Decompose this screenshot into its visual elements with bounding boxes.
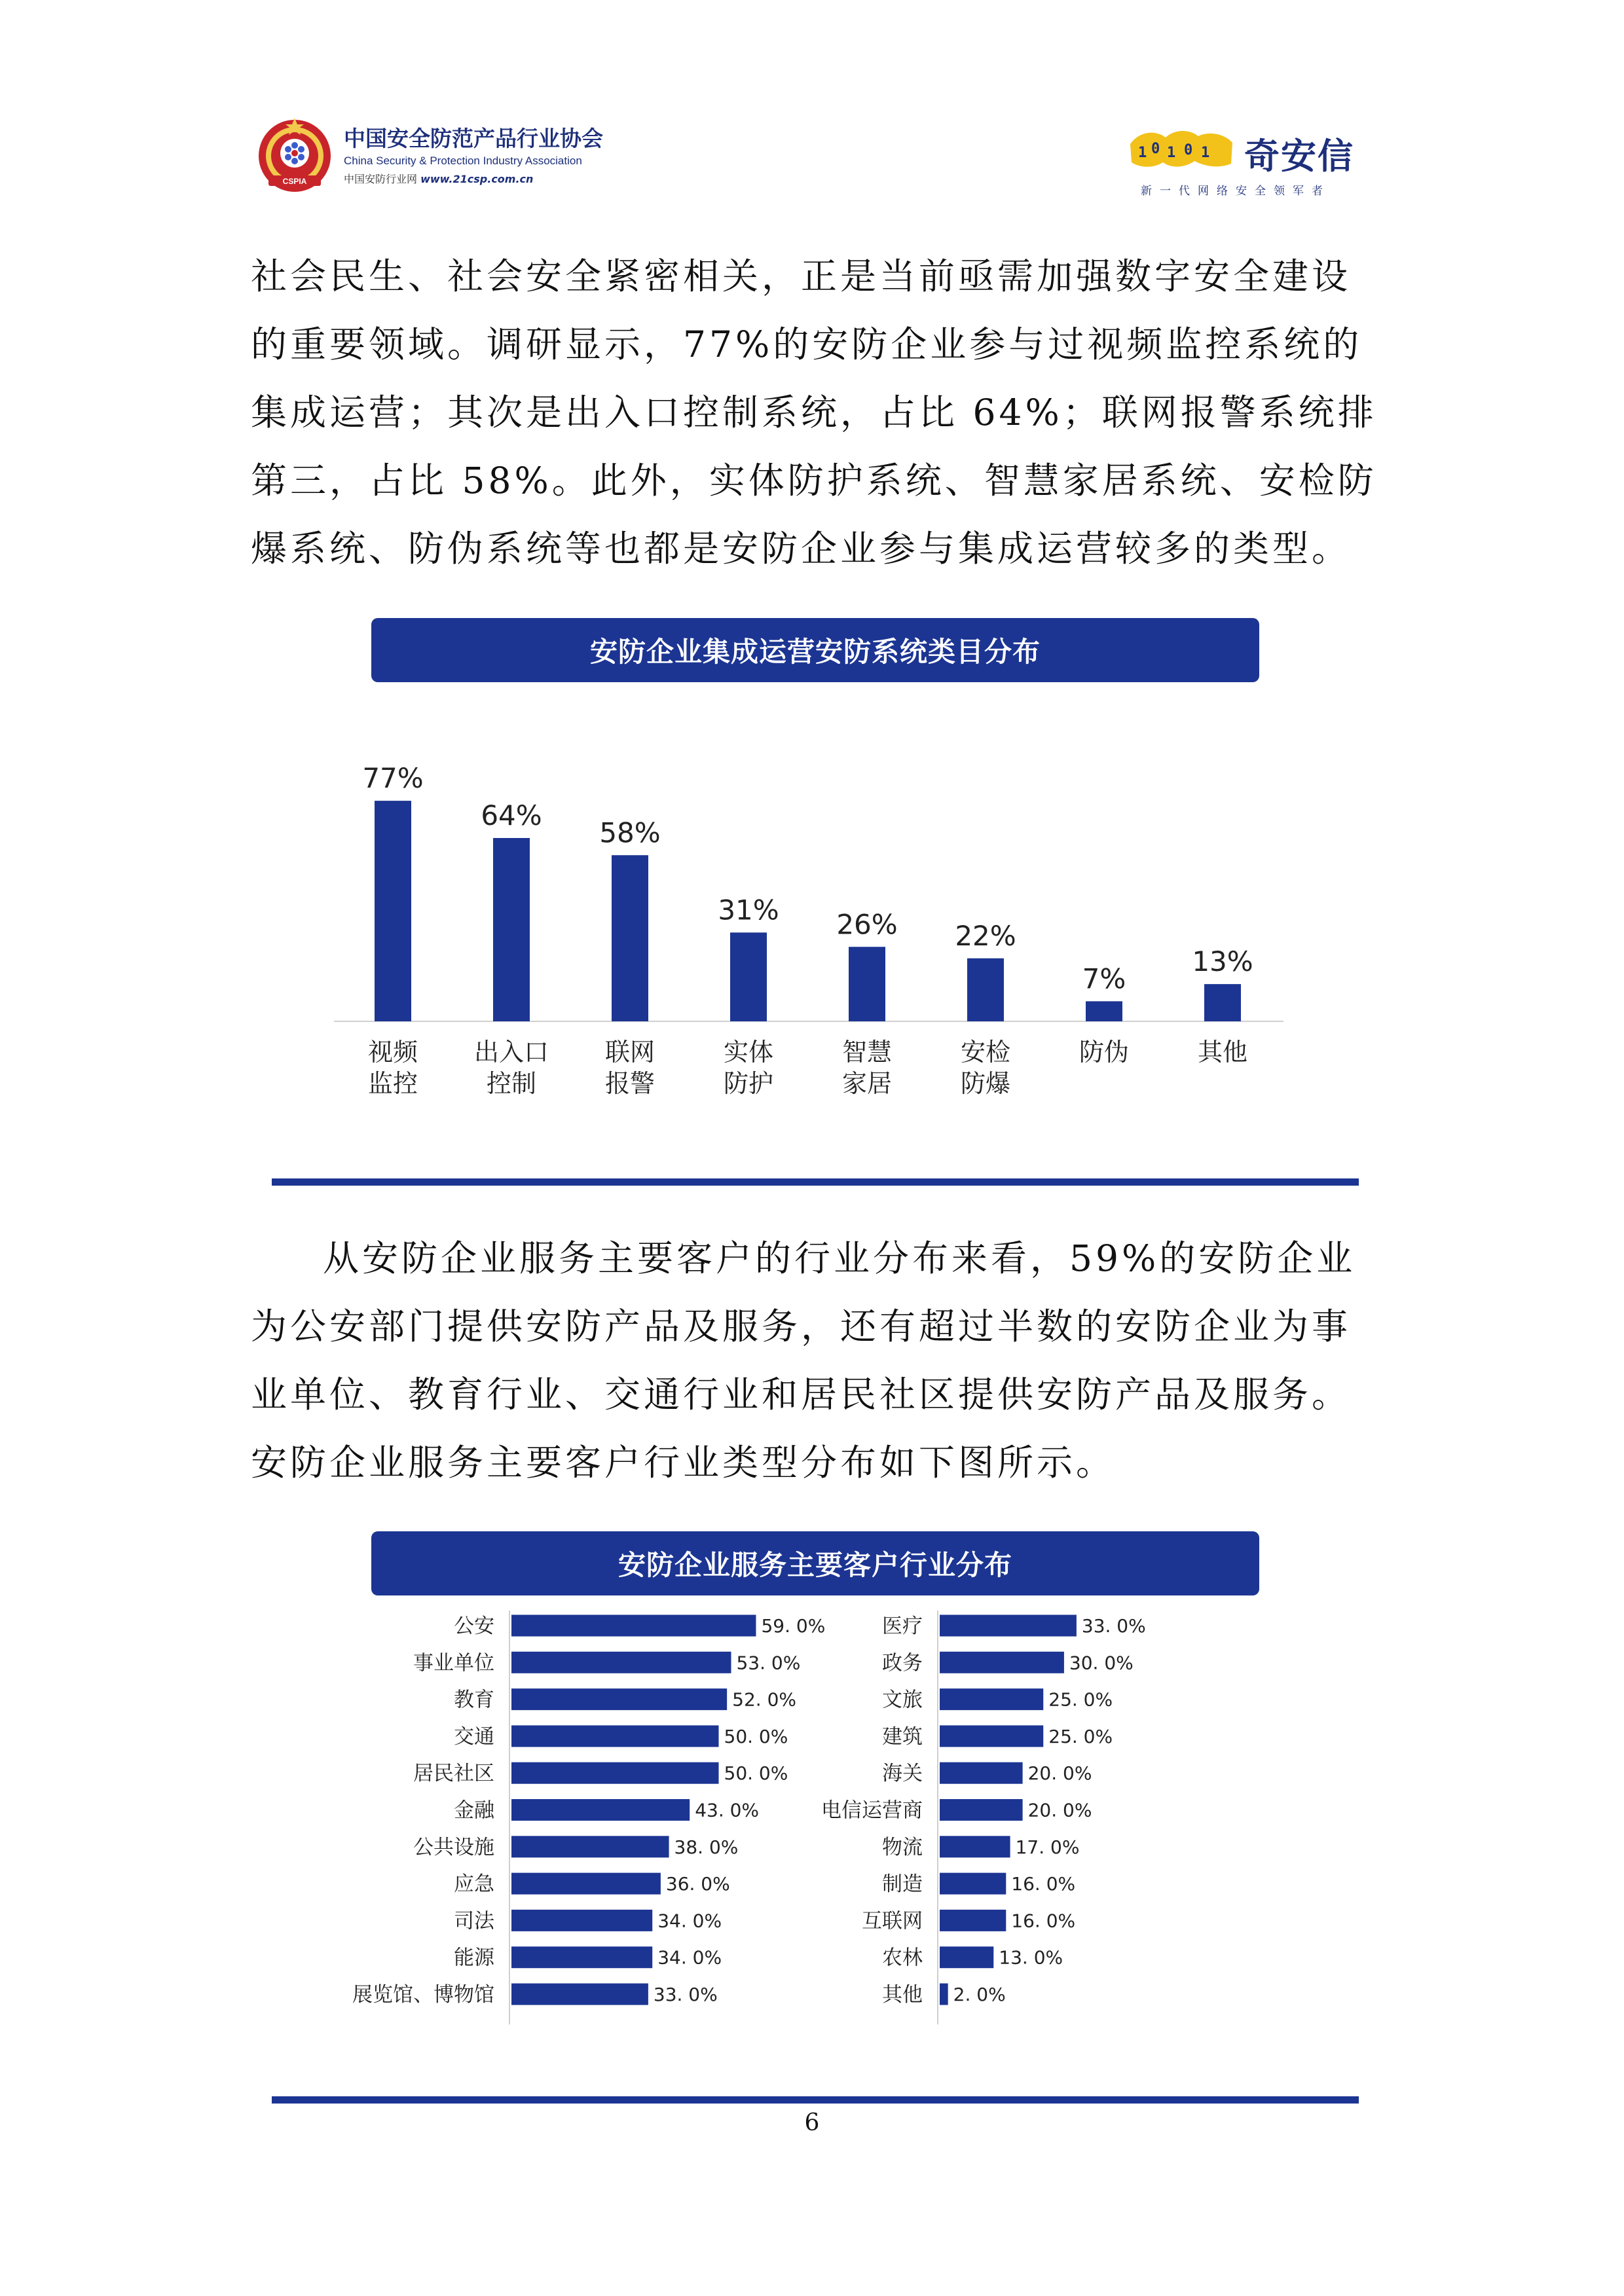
chart2-category-label: 海关 (882, 1762, 923, 1786)
chart1-value-label: 22% (955, 919, 1016, 952)
chart2-bar (940, 1946, 993, 1968)
chart1-category-label: 家居 (841, 1069, 893, 1098)
chart2-bar (940, 1615, 1077, 1637)
chart2-category-label: 制造 (882, 1872, 923, 1897)
divider-rule (272, 2096, 1359, 2104)
brand-slogan: 新一代网络安全领军者 (1141, 185, 1331, 198)
chart2-category-label: 文旅 (882, 1688, 923, 1712)
chart2-category-label: 建筑 (882, 1724, 923, 1749)
chart1-category-label: 防伪 (1079, 1038, 1130, 1066)
chart2-category-label: 事业单位 (413, 1651, 494, 1675)
chart2-category-label: 医疗 (882, 1614, 923, 1638)
chart2-value-label: 17. 0% (1015, 1836, 1080, 1858)
chart1-category-label: 控制 (486, 1069, 537, 1098)
chart1-value-label: 58% (599, 816, 661, 849)
paragraph-line: 的重要领域。调研显示，77%的安防企业参与过视频监控系统的 (251, 323, 1363, 365)
chart2-bar (940, 1652, 1064, 1673)
association-header (255, 117, 714, 208)
chart1-bar (1204, 984, 1241, 1021)
association-emblem-icon (255, 117, 334, 195)
chart1-value-label: 31% (718, 894, 779, 926)
chart2-category-label: 物流 (882, 1835, 923, 1859)
paragraph-line: 集成运营；其次是出入口控制系统，占比 64%；联网报警系统排 (251, 392, 1377, 433)
page-number: 6 (804, 2109, 820, 2136)
chart2-category-label: 公安 (454, 1614, 494, 1638)
chart2-value-label: 16. 0% (1011, 1910, 1076, 1932)
association-name-en: China Security & Protection Industry Association (344, 155, 582, 167)
brand-name: 奇安信 (1244, 136, 1354, 177)
chart1-category-label: 监控 (367, 1069, 418, 1098)
paragraph-line: 安防企业服务主要客户行业类型分布如下图所示。 (251, 1442, 1116, 1484)
chart1-category-label: 防爆 (960, 1069, 1011, 1098)
chart2-bar (940, 1762, 1023, 1784)
chart2-category-label: 应急 (454, 1872, 494, 1897)
svg-text:1: 1 (1138, 145, 1147, 161)
chart1-category-label: 出入口 (473, 1038, 549, 1066)
chart2-value-label: 30. 0% (1069, 1652, 1134, 1674)
chart2-value-label: 34. 0% (657, 1910, 722, 1932)
chart1-value-label: 7% (1082, 962, 1126, 995)
chart2-value-label: 50. 0% (724, 1762, 788, 1785)
chart1-category-label: 智慧 (841, 1038, 893, 1066)
chart2-category-label: 电信运营商 (821, 1798, 923, 1823)
chart2-value-label: 20. 0% (1027, 1762, 1092, 1785)
chart2-bar (511, 1688, 727, 1710)
chart2-value-label: 16. 0% (1011, 1873, 1076, 1895)
chart2-value-label: 59. 0% (761, 1615, 826, 1637)
chart2-category-label: 金融 (454, 1798, 494, 1823)
chart2-bar (511, 1615, 756, 1637)
chart2-category-label: 展览馆、博物馆 (352, 1983, 494, 2007)
chart1-category-label: 视频 (367, 1038, 418, 1066)
chart2-bar (940, 1910, 1006, 1931)
chart2-bar (511, 1946, 652, 1968)
paragraph-line: 爆系统、防伪系统等也都是安防企业参与集成运营较多的类型。 (251, 528, 1352, 570)
chart2-horizontal-bar-chart (327, 1611, 1244, 2030)
association-site-label: 中国安防行业网 (344, 173, 418, 185)
chart2-bar (940, 1873, 1006, 1895)
svg-text:1: 1 (1201, 145, 1210, 161)
chart2-bar (511, 1984, 648, 2005)
svg-text:1: 1 (1167, 145, 1176, 161)
chart2-bar (511, 1836, 669, 1857)
chart2-bar (511, 1873, 661, 1895)
chart2-value-label: 25. 0% (1048, 1688, 1113, 1711)
chart2-value-label: 33. 0% (1081, 1615, 1146, 1637)
chart2-category-label: 司法 (454, 1909, 494, 1933)
chart2-value-label: 25. 0% (1048, 1725, 1113, 1747)
chart2-value-label: 2. 0% (953, 1984, 1006, 2005)
paragraph-line: 社会民生、社会安全紧密相关，正是当前亟需加强数字安全建设 (251, 255, 1352, 297)
chart2-category-label: 其他 (882, 1983, 923, 2007)
chart1-vertical-bar-chart (327, 733, 1297, 1113)
chart2-title: 安防企业服务主要客户行业分布 (371, 1531, 1259, 1595)
chart2-bar (511, 1762, 719, 1784)
chart2-category-label: 互联网 (862, 1909, 923, 1933)
chart2-value-label: 33. 0% (653, 1984, 718, 2005)
chart1-category-label: 报警 (604, 1069, 655, 1098)
chart1-category-label: 防护 (723, 1069, 774, 1098)
chart1-bar (493, 838, 530, 1021)
chart2-category-label: 居民社区 (413, 1762, 494, 1786)
chart2-bar (940, 1836, 1010, 1857)
chart1-value-label: 13% (1192, 945, 1253, 978)
paragraph-line: 为公安部门提供安防产品及服务，还有超过半数的安防企业为事 (251, 1305, 1352, 1347)
paragraph-line: 第三，占比 58%。此外，实体防护系统、智慧家居系统、安检防 (251, 460, 1377, 501)
chart2-bar (940, 1688, 1043, 1710)
brand-header (1126, 124, 1375, 203)
chart2-value-label: 53. 0% (736, 1652, 801, 1674)
chart2-category-label: 政务 (882, 1651, 923, 1675)
chart2-value-label: 20. 0% (1027, 1799, 1092, 1821)
chart2-value-label: 43. 0% (695, 1799, 760, 1821)
paragraph-line: 从安防企业服务主要客户的行业分布来看，59%的安防企业 (323, 1237, 1356, 1279)
divider-rule (272, 1178, 1359, 1186)
chart2-bar (511, 1910, 652, 1931)
chart1-category-label: 其他 (1197, 1038, 1248, 1066)
chart2-category-label: 能源 (454, 1946, 494, 1970)
chart1-bar (375, 801, 411, 1021)
chart2-category-label: 教育 (454, 1688, 494, 1712)
chart2-value-label: 38. 0% (674, 1836, 739, 1858)
chart2-category-label: 农林 (882, 1946, 923, 1970)
chart1-value-label: 77% (362, 762, 424, 795)
chart2-category-label: 公共设施 (413, 1835, 494, 1859)
chart2-bar (511, 1725, 719, 1747)
chart1-bar (1086, 1001, 1122, 1021)
association-site (344, 171, 533, 186)
paragraph-1 (251, 242, 1388, 583)
chart1-value-label: 26% (836, 908, 898, 941)
chart2-value-label: 34. 0% (657, 1946, 722, 1969)
paragraph-2 (251, 1224, 1388, 1497)
emblem-text: CSPIA (282, 177, 307, 186)
chart1-bar (612, 855, 648, 1021)
svg-text:0: 0 (1151, 141, 1160, 157)
chart1-title: 安防企业集成运营安防系统类目分布 (371, 618, 1259, 682)
chart2-value-label: 13. 0% (999, 1946, 1063, 1969)
chart1-bar (730, 932, 767, 1021)
chart2-value-label: 50. 0% (724, 1725, 788, 1747)
brand-logo-icon (1126, 124, 1238, 177)
chart2-category-label: 交通 (454, 1724, 494, 1749)
chart1-category-label: 联网 (604, 1038, 655, 1066)
chart2-bar (940, 1984, 948, 2005)
chart1-value-label: 64% (481, 799, 542, 831)
association-name: 中国安全防范产品行业协会 (344, 126, 603, 151)
chart2-bar (940, 1799, 1023, 1821)
chart2-bar (511, 1652, 731, 1673)
chart1-category-label: 实体 (723, 1038, 774, 1066)
chart2-value-label: 36. 0% (665, 1873, 730, 1895)
chart1-bar (967, 958, 1004, 1021)
chart2-bar (940, 1725, 1043, 1747)
paragraph-line: 业单位、教育行业、交通行业和居民社区提供安防产品及服务。 (251, 1374, 1352, 1415)
chart1-bar (849, 947, 885, 1021)
association-url: www.21csp.com.cn (420, 173, 534, 185)
svg-text:0: 0 (1184, 142, 1193, 158)
chart2-value-label: 52. 0% (732, 1688, 797, 1711)
chart2-bar (511, 1799, 690, 1821)
chart1-category-label: 安检 (960, 1038, 1011, 1066)
